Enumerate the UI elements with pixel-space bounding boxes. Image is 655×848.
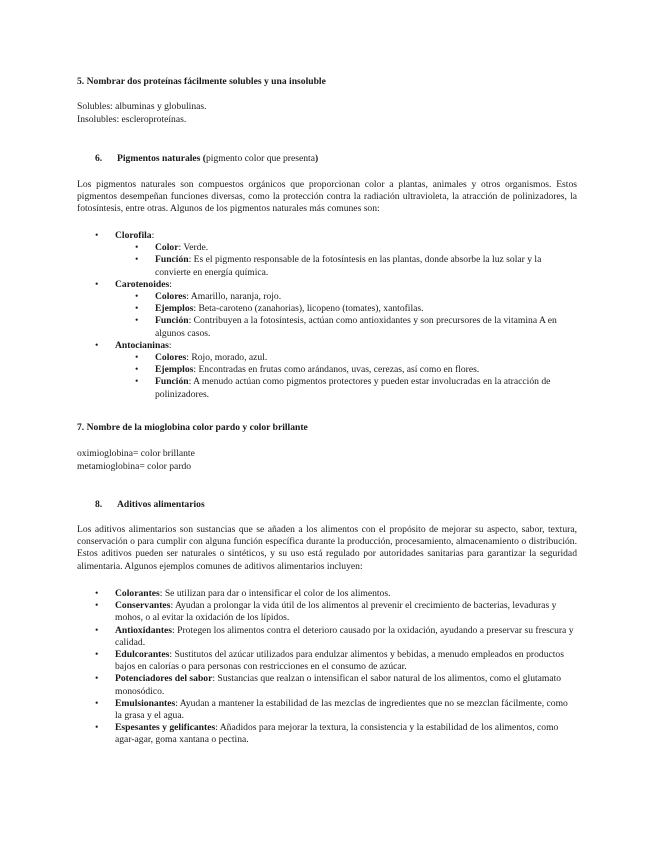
pigment-prop: • Colores: Rojo, morado, azul.	[155, 352, 577, 364]
q8-heading-text: Aditivos alimentarios	[117, 499, 205, 510]
additive-item: • Colorantes: Se utilizan para dar o intensificar el color de los alimentos.	[115, 588, 577, 600]
q6-heading-bold: Pigmentos naturales (	[117, 153, 206, 164]
additive-item: • Emulsionantes: Ayudan a mantener la estabilidad de las mezclas de ingredientes que no se mezclan fácilmente, como la grasa y el agua.	[115, 698, 577, 722]
q6-heading	[95, 153, 595, 165]
q7-line1: oximioglobina= color brillante	[77, 448, 195, 459]
pigment-prop: • Función: Es el pigmento responsable de la fotosíntesis en las plantas, donde absorbe la luz solar y la convierte en energía química.	[155, 254, 577, 278]
additive-item: • Antioxidantes: Protegen los alimentos contra el deterioro causado por la oxidación, ayudando a preservar su frescura y calidad.	[115, 625, 577, 649]
q6-number: 6.	[95, 153, 103, 164]
pigment-prop: • Colores: Amarillo, naranja, rojo.	[155, 291, 577, 303]
pigment-prop: • Ejemplos: Beta-caroteno (zanahorias), licopeno (tomates), xantofilas.	[155, 303, 577, 315]
q8-intro: Los aditivos alimentarios son sustancias que se añaden a los alimentos con el propósito de mejorar su aspecto, sabor, textura, conservación o para cumplir con alguna función específica durante la producción, procesamiento, almacenamiento o distribución. Estos aditivos pueden ser naturales o sintéticos, y su uso está regulado por autoridades sanitarias para garantizar la seguridad alimentaria. Algunos ejemplos comunes de aditivos alimentarios incluyen:	[77, 524, 577, 572]
q6-heading-normal: pigmento color que presenta	[206, 153, 315, 164]
q5-heading: 5. Nombrar dos proteínas fácilmente solubles y una insoluble	[77, 76, 326, 87]
q8-heading	[95, 499, 595, 511]
pigment-list	[77, 230, 577, 401]
additive-item: • Edulcorantes: Sustitutos del azúcar utilizados para endulzar alimentos y bebidas, a menudo empleados en productos bajos en calorías o para personas con restricciones en el consumo de azúcar.	[115, 649, 577, 673]
q5-insoluble: Insolubles: escleroproteínas.	[77, 114, 187, 125]
additive-item: • Potenciadores del sabor: Sustancias que realzan o intensifican el sabor natural de los alimentos, como el glutamato monosódico.	[115, 673, 577, 697]
q8-number: 8.	[95, 499, 103, 510]
pigment-item: • Carotenoides:	[115, 279, 577, 291]
q7-line2: metamioglobina= color pardo	[77, 461, 192, 472]
pigment-prop: • Función: A menudo actúan como pigmentos protectores y pueden estar involucradas en la atracción de polinizadores.	[155, 376, 577, 400]
pigment-item: • Clorofila:	[115, 230, 577, 242]
pigment-item: • Antocianinas:	[115, 340, 577, 352]
q7-heading: 7. Nombre de la mioglobina color pardo y color brillante	[77, 422, 308, 433]
pigment-prop: • Función: Contribuyen a la fotosíntesis, actúan como antioxidantes y son precursores de la vitamina A en algunos casos.	[155, 315, 577, 339]
pigment-prop: • Ejemplos: Encontradas en frutas como arándanos, uvas, cerezas, así como en flores.	[155, 364, 577, 376]
pigment-prop: • Color: Verde.	[155, 242, 577, 254]
q6-heading-close: )	[314, 153, 319, 164]
q5-soluble: Solubles: albuminas y globulinas.	[77, 101, 207, 112]
q6-intro: Los pigmentos naturales son compuestos orgánicos que proporcionan color a plantas, animales y otros organismos. Estos pigmentos desempeñan funciones diversas, como la protección contra la radiación ultravioleta, la atracción de polinizadores, la fotosíntesis, entre otras. Algunos de los pigmentos naturales más comunes son:	[77, 179, 577, 215]
additive-list	[77, 588, 577, 747]
additive-item: • Espesantes y gelificantes: Añadidos para mejorar la textura, la consistencia y la estabilidad de los alimentos, como agar-agar, goma xantana o pectina.	[115, 722, 577, 746]
additive-item: • Conservantes: Ayudan a prolongar la vida útil de los alimentos al prevenir el crecimiento de bacterias, levaduras y mohos, o al evitar la oxidación de los lípidos.	[115, 600, 577, 624]
